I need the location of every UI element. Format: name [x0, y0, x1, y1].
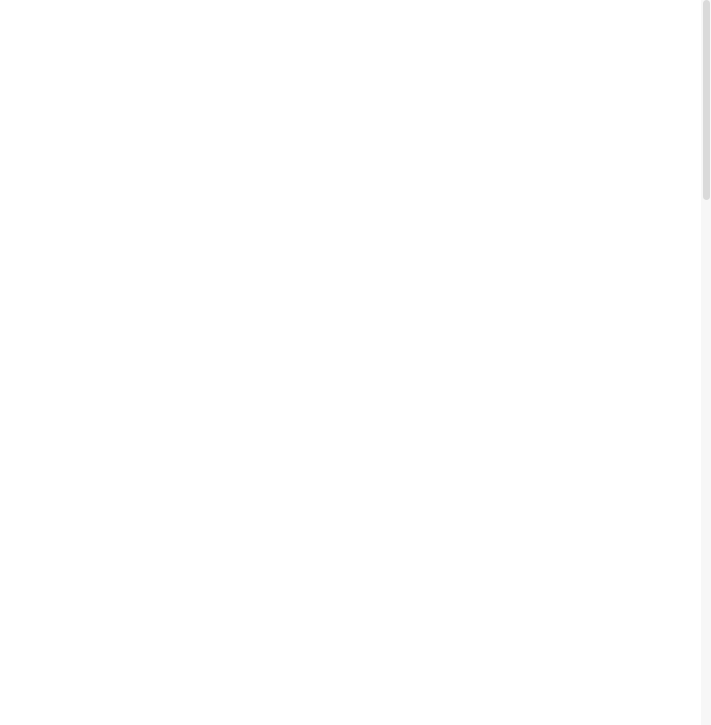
scrollbar-thumb[interactable] — [703, 0, 710, 200]
scrollbar[interactable] — [701, 0, 711, 725]
